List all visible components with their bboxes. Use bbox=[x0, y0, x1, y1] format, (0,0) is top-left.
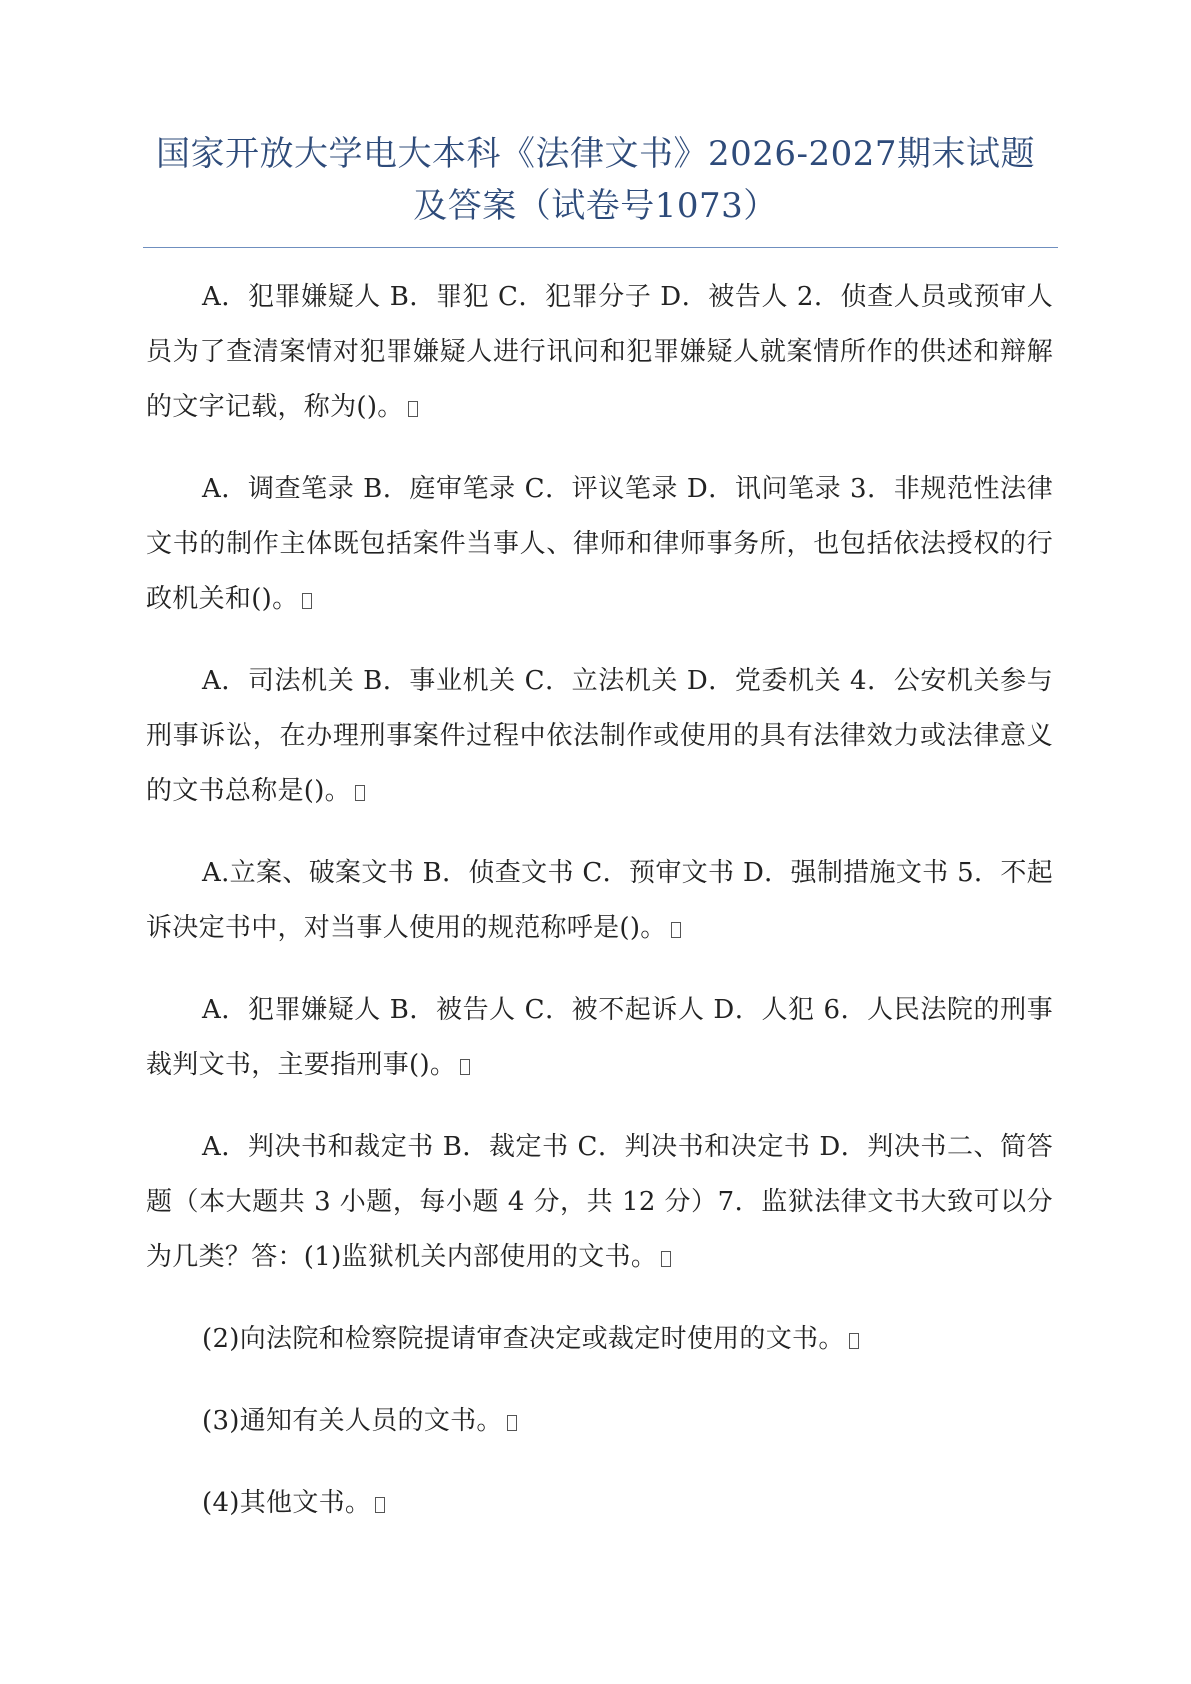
paragraph: A.立案、破案文书 B．侦查文书 C．预审文书 D．强制措施文书 5．不起诉决定书中，对当事人使用的规范称呼是()。 bbox=[146, 858, 1053, 943]
paragraph-mark-icon bbox=[302, 593, 312, 609]
document-title: 国家开放大学电大本科《法律文书》2026-2027期末试题及答案（试卷号1073） bbox=[155, 134, 1036, 226]
paragraph: (4)其他文书。 bbox=[146, 1476, 1053, 1531]
paragraph: A．调查笔录 B．庭审笔录 C．评议笔录 D．讯问笔录 3．非规范性法律文书的制作主体既包括案件当事人、律师和律师事务所，也包括依法授权的行政机关和()。 bbox=[146, 474, 1053, 614]
paragraph-mark-icon bbox=[507, 1415, 517, 1431]
paragraph-mark-icon bbox=[375, 1497, 385, 1513]
paragraph: A．犯罪嫌疑人 B．被告人 C．被不起诉人 D．人犯 6．人民法院的刑事裁判文书，主要指刑事()。 bbox=[146, 995, 1053, 1080]
title-divider bbox=[143, 247, 1058, 248]
paragraph-mark-icon bbox=[661, 1251, 671, 1267]
paragraph: A．犯罪嫌疑人 B．罪犯 C．犯罪分子 D．被告人 2．侦查人员或预审人员为了查清案情对犯罪嫌疑人进行讯问和犯罪嫌疑人就案情所作的供述和辩解的文字记载，称为()。 bbox=[146, 282, 1053, 422]
paragraph: A．判决书和裁定书 B．裁定书 C．判决书和决定书 D．判决书二、简答题（本大题共 3 小题，每小题 4 分，共 12 分）7．监狱法律文书大致可以分为几类？答：(1)监狱机关内部使用的文书。 bbox=[146, 1132, 1053, 1272]
paragraph: (2)向法院和检察院提请审查决定或裁定时使用的文书。 bbox=[146, 1312, 1053, 1367]
paragraph-mark-icon bbox=[671, 922, 681, 938]
paragraph: A．司法机关 B．事业机关 C．立法机关 D．党委机关 4．公安机关参与刑事诉讼，在办理刑事案件过程中依法制作或使用的具有法律效力或法律意义的文书总称是()。 bbox=[146, 666, 1053, 806]
paragraph-mark-icon bbox=[408, 401, 418, 417]
paragraph-mark-icon bbox=[355, 785, 365, 801]
paragraph: (3)通知有关人员的文书。 bbox=[146, 1394, 1053, 1449]
paragraph-mark-icon bbox=[849, 1333, 859, 1349]
paragraph-mark-icon bbox=[460, 1059, 470, 1075]
document-body bbox=[146, 270, 1053, 1558]
